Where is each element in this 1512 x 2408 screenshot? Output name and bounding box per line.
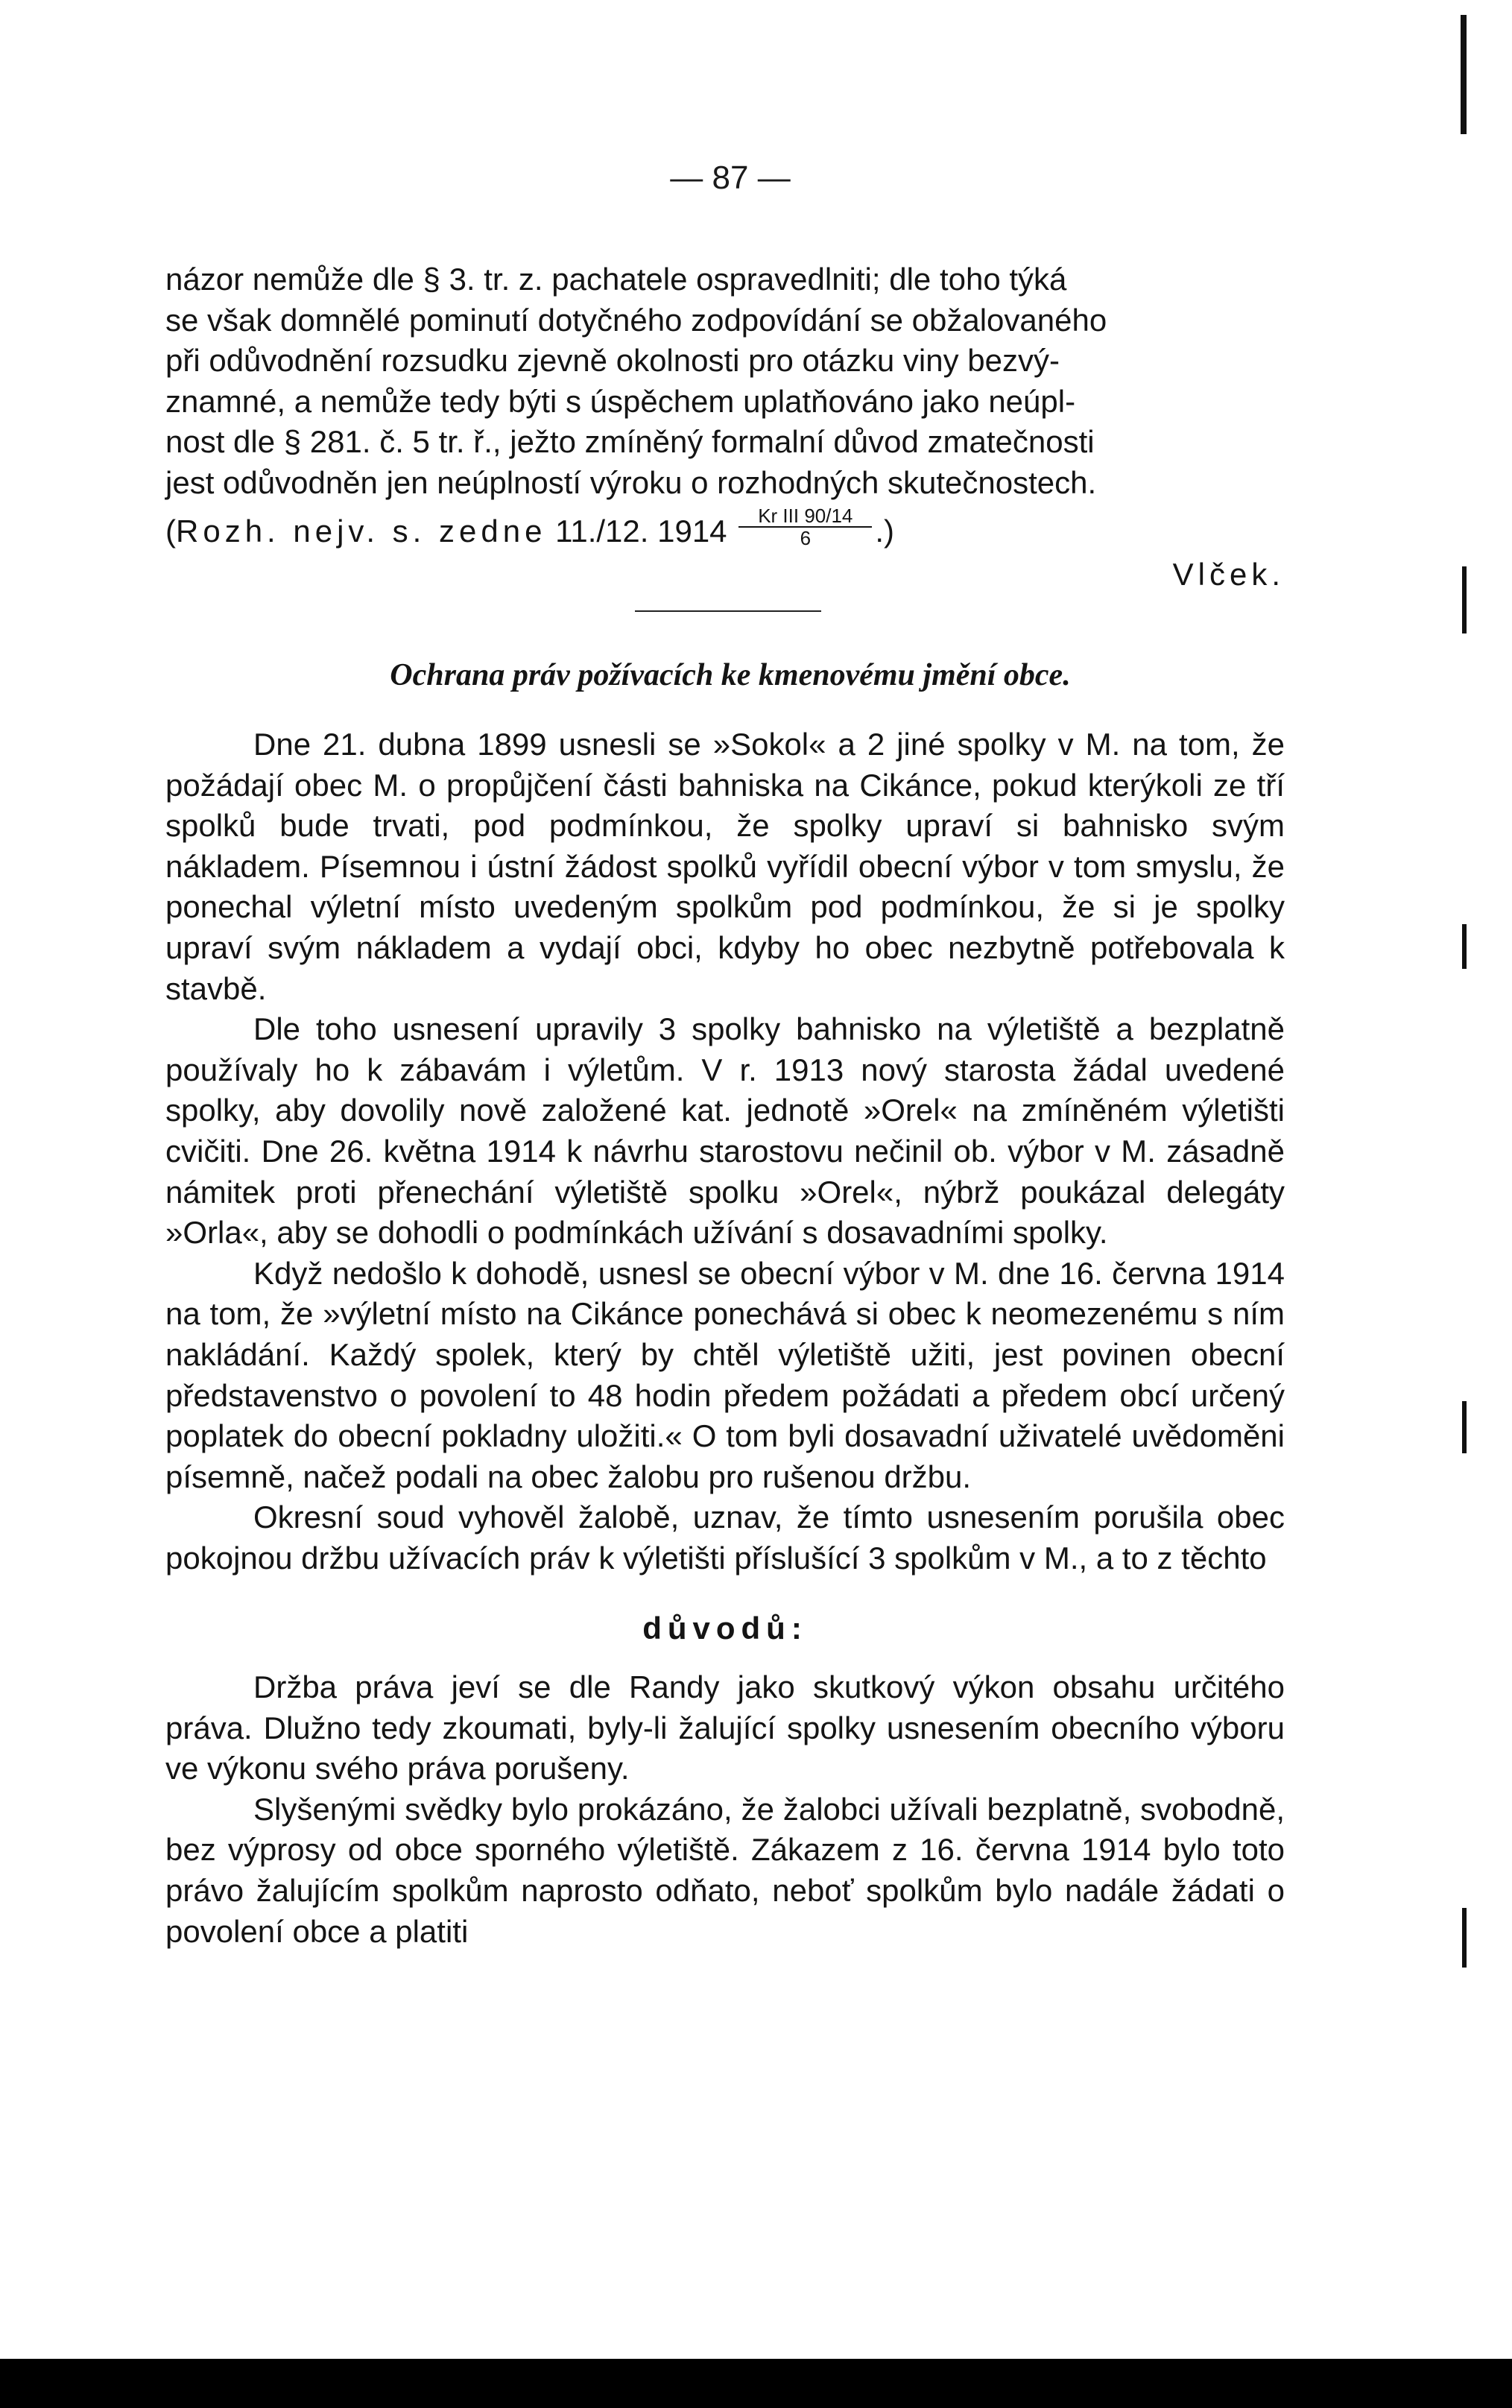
paragraph: Slyšenými svědky bylo prokázáno, že žalobci užívali bezplatně, svobodně, bez výprosy od obce sporného výletiště. Zákazem z 16. června 1914 bylo toto právo žalujícím spolkům naprosto odňato, neboť spolkům bylo nadále žádati o povolení obce a platiti [165, 1791, 1285, 1949]
scan-edge [1461, 0, 1512, 2408]
paragraph: Když nedošlo k dohodě, usnesl se obecní výbor v M. dne 16. června 1914 na tom, že »výletní místo na Cikánce ponechává si obec k neomezenému s ním nakládání. Každý spolek, který by chtěl výletiště užiti, jest povinen obecní představenstvo o povolení to 48 hodin předem požádati a předem obcí určený poplatek do obecní pokladny uložiti.« O tom byli dosavadní uživatelé uvědoměni písemně, načež podali na obec žalobu pro rušenou držbu. [165, 1255, 1285, 1494]
author-signature: Vlček. [1172, 557, 1285, 592]
article-heading: Ochrana práv požívacích ke kmenovému jmění obce. [390, 658, 1071, 692]
citation-close: .) [875, 513, 895, 549]
paragraph: Držba práva jeví se dle Randy jako skutkový výkon obsahu určitého práva. Dlužno tedy zkoumati, byly-li žalující spolky usnesením obecního výboru ve výkonu svého práva porušeny. [165, 1669, 1285, 1786]
citation-date: 11./12. 1914 [546, 513, 736, 549]
citation-open: ( [165, 513, 176, 549]
text-line: se však domnělé pominutí dotyčného zodpovídání se obžalovaného [165, 302, 1107, 338]
text-line: znamné, a nemůže tedy býti s úspěchem uplatňováno jako neúpl- [165, 383, 1076, 419]
main-text [165, 724, 1285, 1952]
citation [165, 505, 1285, 555]
paragraph: Dle toho usnesení upravily 3 spolky bahnisko na výletiště a bezplatně používaly ho k zábavám i výletům. V r. 1913 nový starosta žádal uvedené spolky, aby dovolily nově založené kat. jednotě »Orel« na zmíněném výletišti cvičiti. Dne 26. května 1914 k návrhu starostovu nečinil ob. výbor v M. zásadně námitek proti přenechání výletiště spolku »Orel«, nýbrž poukázal delegáty »Orla«, aby se dohodli o podmínkách užívání s dosavadními spolky. [165, 1011, 1285, 1251]
reference-denominator: 6 [800, 527, 812, 550]
citation-reference [738, 505, 872, 549]
edge-mark [1462, 1908, 1467, 1968]
text-line: nost dle § 281. č. 5 tr. ř., ježto zmíněný formalní důvod zmatečnosti [165, 424, 1095, 460]
section-heading: důvodů: [642, 1611, 808, 1646]
scan-border-bottom [0, 2359, 1512, 2408]
intro-block [165, 259, 1285, 595]
page-number: — 87 — [670, 159, 791, 196]
citation-label: Rozh. nejv. s. zedne [176, 513, 547, 549]
text-line: při odůvodnění rozsudku zjevně okolnosti pro otázku viny bezvý- [165, 343, 1060, 379]
edge-mark [1462, 566, 1467, 633]
paragraph: Okresní soud vyhověl žalobě, uznav, že tímto usnesením porušila obec pokojnou držbu užívacích práv k výletišti příslušící 3 spolkům v M., a to z těchto [165, 1500, 1285, 1576]
text-line: názor nemůže dle § 3. tr. z. pachatele ospravedlniti; dle toho týká [165, 262, 1067, 297]
paragraph: Dne 21. dubna 1899 usnesli se »Sokol« a 2 jiné spolky v M. na tom, že požádají obec M. o propůjčení části bahniska na Cikánce, pokud kterýkoli ze tří spolků bude trvati, pod podmínkou, že spolky upraví si bahnisko svým nákladem. Písemnou i ústní žádost spolků vyřídil obecní výbor v tom smyslu, že ponechal výletní místo uvedeným spolkům pod podmínkou, že si je spolky upraví svým nákladem a vydají obci, kdyby ho obec nezbytně potřebovala k stavbě. [165, 727, 1285, 1006]
reference-numerator: Kr III 90/14 [738, 505, 872, 528]
edge-mark [1462, 924, 1467, 969]
edge-mark [1462, 1401, 1467, 1453]
section-divider [635, 610, 821, 612]
edge-mark [1461, 15, 1467, 134]
text-line: jest odůvodněn jen neúplností výroku o rozhodných skutečnostech. [165, 464, 1097, 500]
